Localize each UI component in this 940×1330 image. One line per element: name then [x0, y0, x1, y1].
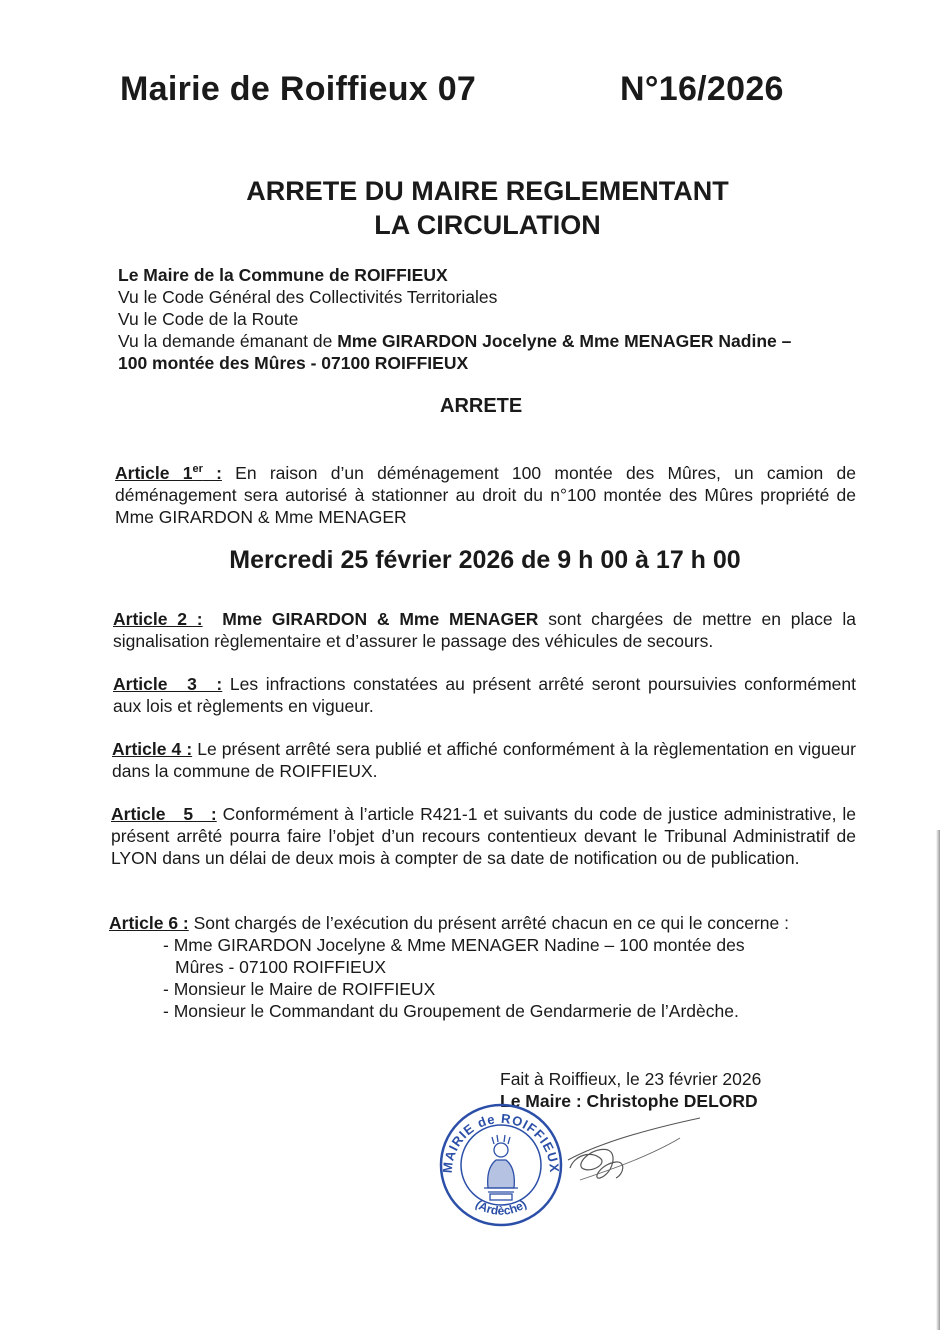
article-3-label: Article 3 :: [113, 674, 223, 694]
article-6-item-2: - Monsieur le Maire de ROIFFIEUX: [163, 979, 436, 999]
article-4-label: Article 4 :: [112, 739, 193, 759]
mairie-stamp: [436, 1100, 566, 1230]
arrete-heading: ARRETE: [440, 395, 523, 417]
signature-maire: Le Maire : Christophe DELORD: [500, 1091, 758, 1111]
article-6-item-1-line1: - Mme GIRARDON Jocelyne & Mme MENAGER Nadine – 100 montée des: [163, 935, 745, 955]
marianne-emblem-icon: [484, 1135, 518, 1200]
handwritten-signature: [560, 1108, 710, 1188]
article-2-text: sont chargées de mettre en place la signalisation règlementaire et d’assurer le passage des véhicules de secours.: [113, 609, 856, 651]
article-6-item-1-line2: Mûres - 07100 ROIFFIEUX: [175, 957, 387, 977]
article-1-label-text: Article 1: [115, 462, 193, 483]
article-1-label-sup: er: [192, 463, 203, 475]
date-line: Mercredi 25 février 2026 de 9 h 00 à 17 h 00: [229, 546, 741, 574]
preamble-vu-code-route: Vu le Code de la Route: [118, 309, 299, 329]
document-title-line1: ARRETE DU MAIRE REGLEMENTANT: [246, 176, 729, 206]
article-2: [113, 608, 856, 652]
article-3-text: Les infractions constatées au présent arrêté seront poursuivies conformément aux lois et règlements en vigueur.: [113, 674, 856, 716]
article-5-label: Article 5 :: [111, 804, 217, 824]
article-5: [111, 803, 856, 869]
article-1-text: En raison d’un déménagement 100 montée des Mûres, un camion de déménagement sera autorisé à stationner au droit du n°100 montée des Mûres propriété de Mme GIRARDON & Mme MENAGER: [115, 462, 857, 527]
article-3: [113, 673, 856, 717]
preamble-demande-prefix: Vu la demande émanant de: [118, 331, 338, 351]
preamble-vu-cgct: Vu le Code Général des Collectivités Territoriales: [118, 287, 498, 307]
scan-edge-shadow: [936, 830, 940, 1330]
article-1-label-suffix: :: [202, 462, 222, 483]
article-6-item-3: - Monsieur le Commandant du Groupement de Gendarmerie de l’Ardèche.: [163, 1001, 739, 1021]
article-4-text: Le présent arrêté sera publié et affiché conformément à la règlementation en vigueur dans la commune de ROIFFIEUX.: [112, 739, 856, 781]
mairie-header: Mairie de Roiffieux 07: [120, 70, 477, 108]
preamble-demande-address: 100 montée des Mûres - 07100 ROIFFIEUX: [118, 353, 469, 373]
article-6-text: Sont chargés de l’exécution du présent arrêté chacun en ce qui le concerne :: [193, 913, 790, 933]
preamble-demande-names: Mme GIRARDON Jocelyne & Mme MENAGER Nadine –: [337, 331, 792, 351]
article-6: [109, 912, 789, 934]
article-5-text: Conformément à l’article R421-1 et suivants du code de justice administrative, le présent arrêté pourra faire l’objet d’un recours contentieux devant le Tribunal Administratif de LYON dans un délai de deux mois à compter de sa date de notification ou de publication.: [111, 804, 856, 868]
stamp-top-text: MAIRIE de ROIFFIEUX: [439, 1110, 563, 1174]
article-2-names: Mme GIRARDON & Mme MENAGER: [222, 609, 539, 629]
preamble-vu-demande: [118, 330, 791, 352]
article-2-label: Article 2 :: [113, 609, 203, 629]
preamble-maire: Le Maire de la Commune de ROIFFIEUX: [118, 265, 448, 285]
signature-fait-a: Fait à Roiffieux, le 23 février 2026: [500, 1069, 762, 1089]
stamp-bottom-text: (Ardèche): [472, 1197, 530, 1218]
article-1: [115, 458, 856, 528]
article-1-label: [115, 463, 222, 483]
document-title-line2: LA CIRCULATION: [374, 210, 601, 240]
article-6-label: Article 6 :: [109, 913, 189, 933]
arrete-number: N°16/2026: [620, 70, 784, 108]
article-4: [112, 738, 856, 782]
